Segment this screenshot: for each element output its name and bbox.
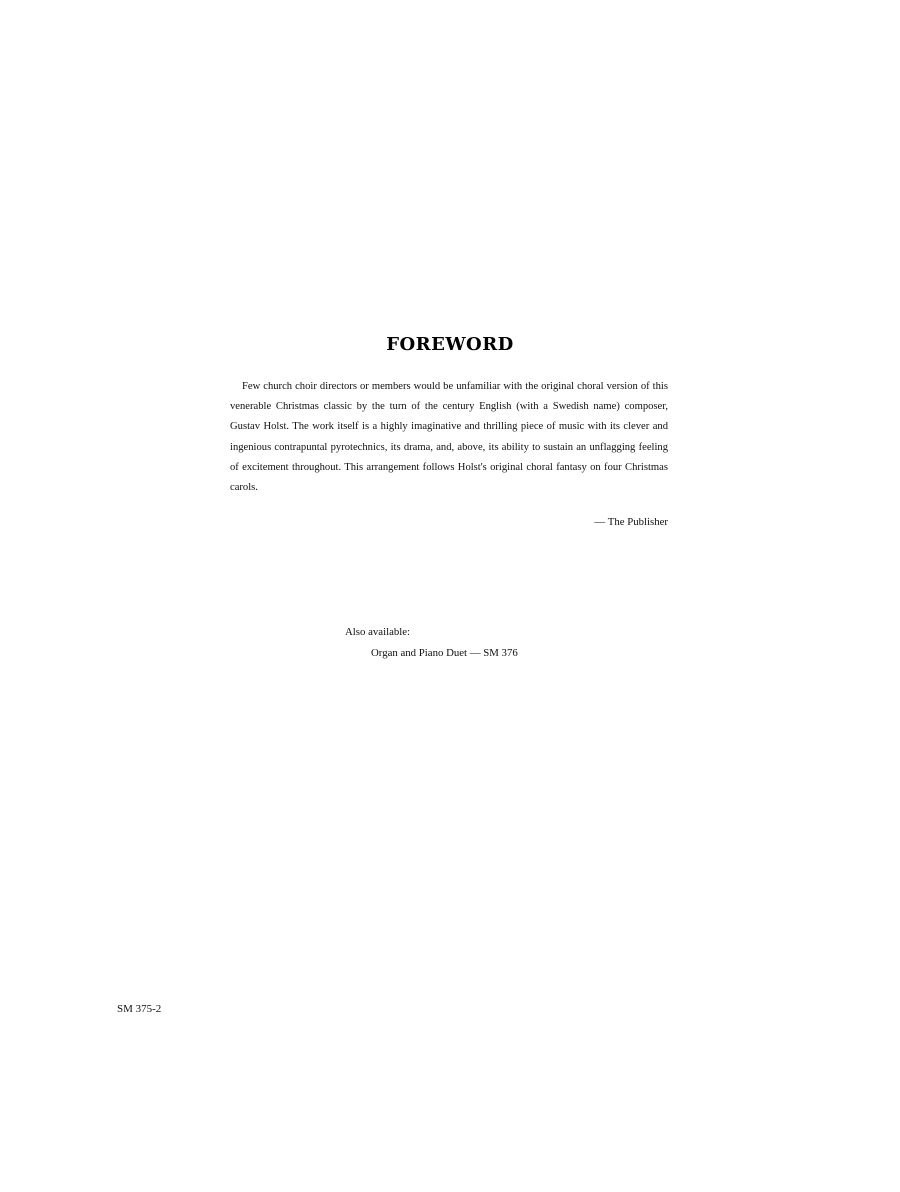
- also-available-item: Organ and Piano Duet — SM 376: [371, 647, 518, 659]
- catalog-number: SM 375-2: [117, 1003, 162, 1015]
- also-available-label: Also available:: [345, 626, 411, 638]
- page-title: FOREWORD: [386, 334, 514, 355]
- foreword-paragraph: Few church choir directors or members would be unfamiliar with the original choral version of this venerable Christmas classic by the turn of the century English (with a Swedish name) composer, Gustav Holst. The work itself is a highly imaginative and thrilling piece of music with its clever and ingenious contrapuntal pyrotechnics, its drama, and, above, its ability to sustain an unflagging feeling of excitement throughout. This arrangement follows Holst's original choral fantasy on four Christmas carols.: [230, 381, 668, 494]
- publisher-signature: — The Publisher: [594, 516, 668, 528]
